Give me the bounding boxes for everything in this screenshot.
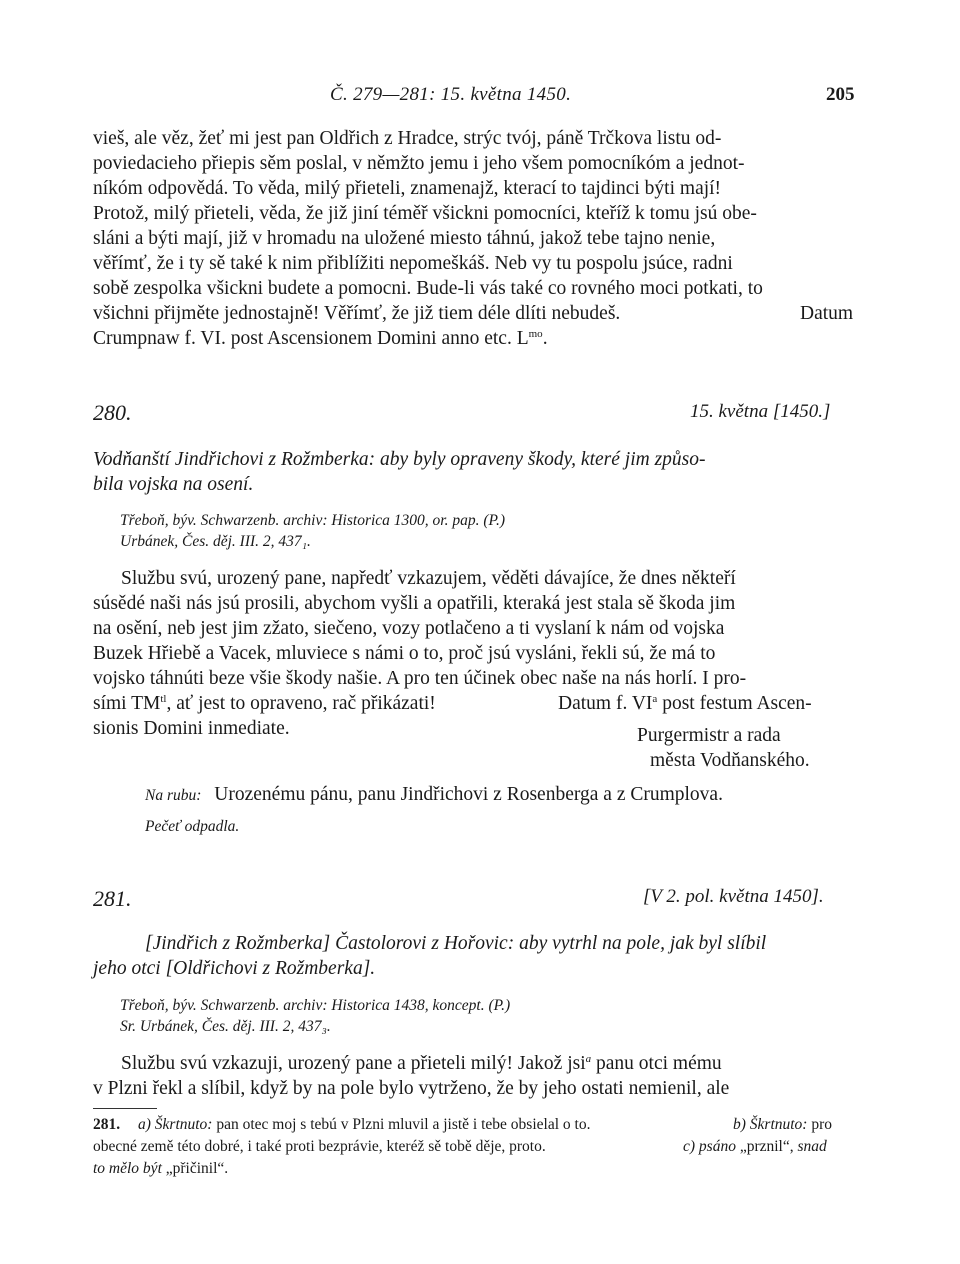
footnote-line: obecné země této dobré, i také proti bezprávie, kteréž sě tobě děje, proto. <box>93 1138 546 1155</box>
text-line <box>93 303 620 325</box>
text-line <box>121 1053 722 1075</box>
text-line <box>93 328 548 350</box>
superscript: a <box>652 693 658 705</box>
running-title: Č. 279—281: 15. května 1450. <box>330 84 572 105</box>
text-line: sobě zespolka všickni budete a pomocni. Bude-li vás také co rovného moci potkati, to <box>93 278 763 299</box>
address-line <box>145 784 723 806</box>
doc-date-280: 15. května [1450.] <box>690 401 831 422</box>
signature-line: Purgermistr a rada <box>637 725 781 746</box>
footnote-line <box>93 1160 228 1178</box>
text-line: sionis Domini inmediate. <box>93 718 290 739</box>
footnote-label: b) Škrtnuto: <box>733 1116 808 1133</box>
footnote-line <box>683 1138 827 1156</box>
footnote-rule <box>93 1108 157 1109</box>
source-line: Urbánek, Čes. děj. III. 2, 437₁. <box>120 533 311 550</box>
seal-note: Pečeť odpadla. <box>145 818 240 835</box>
page-number: 205 <box>826 84 855 105</box>
text-line: na osění, neb jest jim zžato, siečeno, vozy potlačeno a ti vyslaní k nám od vojska <box>93 618 725 639</box>
text-line-part: . <box>542 328 548 349</box>
text-line-part: panu otci mému <box>591 1053 722 1074</box>
regest-line: jeho otci [Oldřichovi z Rožmberka]. <box>93 958 376 979</box>
text-line: věřímť, že i ty sě také k nim přiblížiti nepomeškáš. Neb vy tu pospolu jsúce, radni <box>93 253 733 274</box>
footnote-line <box>733 1116 832 1134</box>
superscript: tl <box>160 693 167 705</box>
text-line: v Plzni řekl a slíbil, když by na pole bylo vytrženo, že by jeho ostati nemienil, ale <box>93 1078 730 1099</box>
footnote-number: 281. <box>93 1116 121 1133</box>
text-line: sláni a býti mají, již v hromadu na uložené miesto táhnú, jakož tebe tajno nenie, <box>93 228 716 249</box>
text-line: Protož, milý přieteli, věda, že již jiní téměř všickni pomocníci, kteříž k tomu jsú obe- <box>93 203 757 224</box>
superscript: mo <box>528 328 543 340</box>
text-line <box>93 693 436 715</box>
text-line-part: sími TM <box>93 693 161 714</box>
text-line: vieš, ale věz, žeť mi jest pan Oldřich z Hradce, strýc tvój, páně Trčkova listu od- <box>93 128 722 149</box>
regest-line: Vodňanští Jindřichovi z Rožmberka: aby byly opraveny škody, které jim způso- <box>93 449 706 470</box>
footnote-line <box>93 1116 590 1134</box>
text-line: Službu svú, urozený pane, napředť vzkazujem, věděti dávajíce, že dnes někteří <box>121 568 736 589</box>
footnote-label: a) Škrtnuto: <box>138 1116 213 1133</box>
superscript: a <box>585 1053 592 1065</box>
text-line-part: Službu svú vzkazuji, urozený pane a přieteli milý! Jakož jsi <box>121 1053 586 1074</box>
footnote-text: snad <box>793 1138 827 1155</box>
footnote-text: pan otec moj s tebú v Plzni mluvil a jistě i tebe obsielal o to. <box>212 1116 591 1133</box>
text-line-part: Crumpnaw f. VI. post Ascensionem Domini anno etc. L <box>93 328 529 349</box>
footnote-text: „přičinil“. <box>161 1160 229 1177</box>
footnote-label: to mělo být <box>93 1160 162 1177</box>
text-line: níkóm odpovědá. To věda, milý přieteli, znamenajž, kterací to tajdinci býti mají! <box>93 178 722 199</box>
address-text: Urozenému pánu, panu Jindřichovi z Rosenberga a z Crumplova. <box>214 784 723 805</box>
text-line: poviedacieho přiepis sěm poslal, v němžto jemu i jeho všem pomocníkóm a jednot- <box>93 153 745 174</box>
doc-number-280: 280. <box>93 400 132 425</box>
text-line-part: Datum f. VI <box>558 693 653 714</box>
footnote-text: „prznil“, <box>735 1138 794 1155</box>
footnote-text: pro <box>807 1116 833 1133</box>
signature-line: města Vodňanského. <box>650 750 810 771</box>
text-line: súsědé naši nás jsú prosili, abychom vyšli a opatřili, kteraká jest stala sě škoda jim <box>93 593 736 614</box>
regest-line: bila vojska na osení. <box>93 474 254 495</box>
footnote-label: c) psáno <box>683 1138 736 1155</box>
address-label: Na rubu: <box>145 787 202 804</box>
doc-date-281: [V 2. pol. května 1450]. <box>643 886 824 907</box>
doc-number-281: 281. <box>93 886 132 911</box>
datum-word: Datum <box>800 303 854 324</box>
datum-line <box>558 693 812 715</box>
text-line: Buzek Hřiebě a Vacek, mluviece s námi o to, proč jsú vysláni, řekli sú, že má to <box>93 643 716 664</box>
source-line: Třeboň, býv. Schwarzenb. archiv: Historica 1438, koncept. (P.) <box>120 997 511 1014</box>
text-line: vojsko táhnúti beze všie škody našie. A pro ten účinek obec naše na nás horlí. I pro- <box>93 668 747 689</box>
text-line-part: všichni přijměte jednostajně! Věřímť, že již tiem déle dlíti nebudeš. <box>93 303 621 324</box>
text-line-part: , ať jest to opraveno, rač přikázati! <box>166 693 436 714</box>
regest-line: [Jindřich z Rožmberka] Častolorovi z Hořovic: aby vytrhl na pole, jak byl slíbil <box>145 933 767 954</box>
source-line: Třeboň, býv. Schwarzenb. archiv: Historica 1300, or. pap. (P.) <box>120 512 506 529</box>
source-line: Sr. Urbánek, Čes. děj. III. 2, 437₃. <box>120 1018 331 1035</box>
text-line-part: post festum Ascen- <box>657 693 812 714</box>
